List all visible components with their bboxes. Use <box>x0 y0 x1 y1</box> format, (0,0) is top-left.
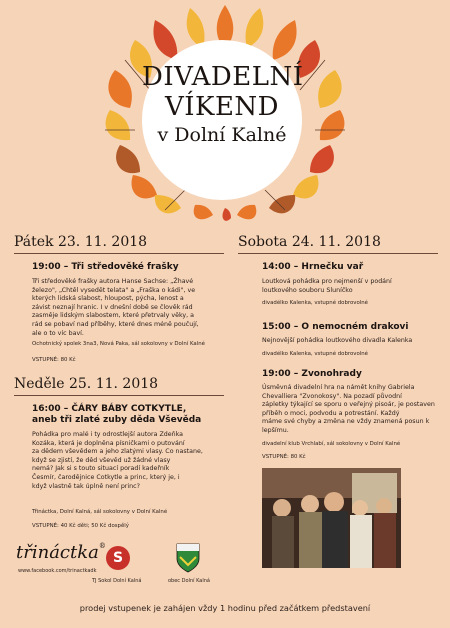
trinactka-logo <box>16 542 106 563</box>
event-line: Loutková pohádka pro nejmenší v podání <box>262 278 392 285</box>
event-description <box>262 278 437 295</box>
facebook-link[interactable]: www.facebook.com/trinactkadk <box>18 568 97 574</box>
event-line: Nejnovější pohádka loutkového divadla Kalenka <box>262 337 413 344</box>
title-line-2: VÍKEND <box>164 92 280 122</box>
event-description <box>32 278 218 338</box>
event-line: za dědem vševědem a jeho zlatými vlasy. Co nastane, <box>32 448 203 456</box>
event-line: Tři středověké frašky autora Hanse Sachse: „Žhavé <box>32 278 194 285</box>
theatre-photo <box>262 468 401 568</box>
event-organizer: divadelní klub Vrchlabí, sál sokolovny v Dolní Kalné <box>262 441 401 447</box>
event-line: zasměje lidským slabostem, které přetrvaly věky, a <box>32 312 195 320</box>
event-line: Pohádka pro malé i ty odrostlejší autora Zdeňka <box>32 431 184 438</box>
trinactka-logo-text: třináctka <box>16 542 99 563</box>
event-description <box>262 337 437 346</box>
theatre-scene-image <box>262 468 401 568</box>
event-title: 15:00 – O nemocném drakovi <box>262 322 409 332</box>
title-line-3: v Dolní Kalné <box>157 124 287 146</box>
event-line: kterých lidská slabost, hloupost, pýcha, lenost a <box>32 295 184 303</box>
event-title: 19:00 – Zvonohrady <box>262 369 362 379</box>
event-organizer: divadélko Kalenka, vstupné dobrovolné <box>262 351 368 357</box>
event-organizer: Třináctka, Dolní Kalná, sál sokolovny v Dolní Kalné <box>32 509 168 515</box>
event-title-line-2: aneb tři zlaté zuby děda Vševěda <box>32 415 202 425</box>
event-line: závist neznají hranic. I v dnešní době se člověk rád <box>32 303 193 311</box>
event-line: Kozáka, která je doplněna písničkami o putování <box>32 439 185 447</box>
event-description <box>32 431 218 491</box>
event-line: když se zjistí, že děd vševěd už žádné vlasy <box>32 456 171 464</box>
day-heading-saturday: Sobota 24. 11. 2018 <box>238 234 381 250</box>
event-line: lepšímu. <box>262 426 289 434</box>
divider <box>14 253 224 254</box>
event-price: VSTUPNÉ: 80 Kč <box>262 454 306 460</box>
divider <box>238 253 438 254</box>
sokol-logo-label: TJ Sokol Dolní Kalná <box>92 578 142 584</box>
event-organizer: Ochotnický spolek 3na3, Nová Paka, sál sokolovny v Dolní Kalné <box>32 341 205 347</box>
registered-mark: ® <box>98 542 106 550</box>
event-line: loutkového souboru Sluníčko <box>262 286 353 294</box>
event-line: máme své chyby a změna ne vždy znamená posun k <box>262 418 430 426</box>
footer-note: prodej vstupenek je zahájen vždy 1 hodinu před začátkem představení <box>79 603 371 613</box>
title-line-1: DIVADELNÍ <box>142 62 304 92</box>
event-line: nemá? Jak si s touto situací poradí kadeřník <box>32 465 170 473</box>
coat-of-arms-icon <box>176 543 200 573</box>
event-title-line-1: 16:00 – ČÁRY BÁBY COTKYTLE, <box>32 404 187 414</box>
event-title: 14:00 – Hrnečku vař <box>262 262 364 272</box>
event-line: když vlastně tak úplně není princ? <box>32 482 140 490</box>
event-line: Česmír, čarodějnice Cotkytle a princ, který je, i <box>32 473 180 481</box>
event-price: VSTUPNÉ: 40 Kč děti; 50 Kč dospělý <box>32 523 129 529</box>
divider <box>14 395 224 396</box>
event-line: ale o to víc baví. <box>32 329 84 337</box>
obec-logo-label: obec Dolní Kalná <box>168 578 210 584</box>
event-line: Chevalliera "Zvonokosy". Na pozadí původní <box>262 392 402 400</box>
event-line: zápletky týkající se sporu o veřejný pisoár, je postaven <box>262 401 435 409</box>
event-organizer: divadélko Kalenka, vstupné dobrovolné <box>262 300 368 306</box>
event-line: rád se pobaví nad příběhy, které dnes méně poučují, <box>32 320 199 328</box>
day-heading-sunday: Neděle 25. 11. 2018 <box>14 376 159 392</box>
title-circle <box>142 40 302 200</box>
event-title: 19:00 – Tři středověké frašky <box>32 262 179 272</box>
event-price: VSTUPNÉ: 80 Kč <box>32 357 76 363</box>
day-heading-friday: Pátek 23. 11. 2018 <box>14 234 148 250</box>
sokol-logo-icon: S <box>106 546 130 570</box>
event-line: železo", „Chtěl vysedět telata" a „Fraška o kádi", ve <box>32 286 196 294</box>
event-line: příběh o moci, podvodu a potrestání. Každý <box>262 409 400 417</box>
event-line: Úsměvná divadelní hra na námět knihy Gabriela <box>262 384 415 391</box>
event-description <box>262 384 437 436</box>
